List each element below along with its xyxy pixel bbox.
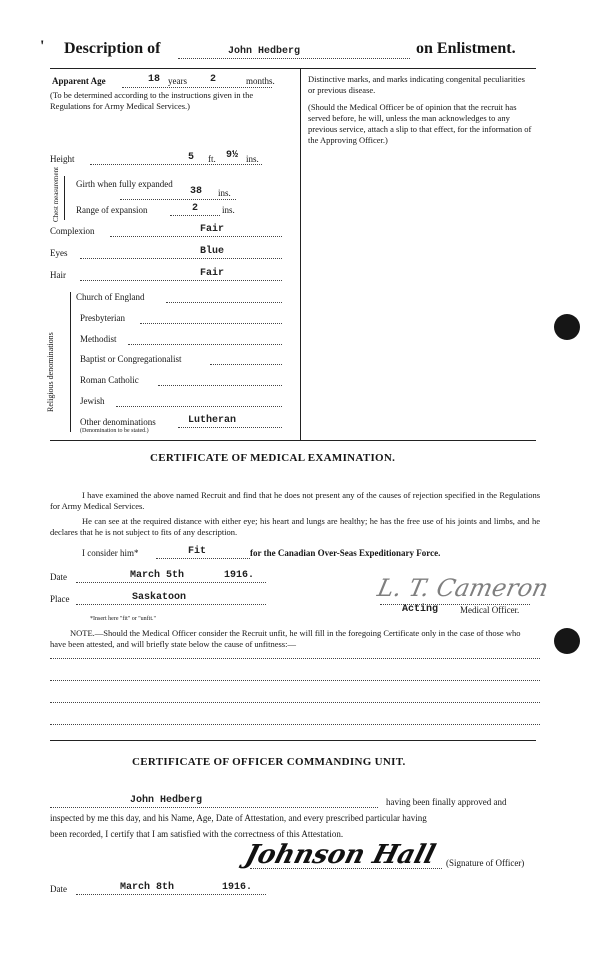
eyes-label: Eyes [50, 248, 68, 258]
header-rule [50, 68, 536, 69]
religion-label-5: Jewish [80, 396, 105, 406]
girth-value: 38 [190, 186, 203, 197]
years-label: years [168, 76, 187, 86]
height-ft-label: ft. [208, 154, 216, 164]
insert-note: *Insert here "fit" or "unfit." [90, 616, 156, 622]
expansion-unit: ins. [222, 205, 235, 215]
apparent-age-label: Apparent Age [52, 76, 106, 86]
medical-date-value: March 5th [130, 570, 185, 581]
officer-text-1: having been finally approved and [386, 797, 507, 807]
medical-officer-signature: L. T. Cameron [375, 574, 551, 602]
officer-date-label: Date [50, 884, 67, 894]
religion-label-1: Presbyterian [80, 313, 125, 323]
column-divider [300, 68, 301, 440]
girth-unit: ins. [218, 188, 231, 198]
description-bottom-rule [50, 440, 536, 441]
apparent-age-years: 18 [148, 74, 161, 85]
officer-date-year: 1916. [222, 882, 253, 893]
religion-label-6: Other denominations [80, 417, 156, 427]
punch-hole-upper [554, 314, 580, 340]
apparent-age-months: 2 [210, 74, 217, 85]
complexion-label: Complexion [50, 226, 95, 236]
medical-para-2: He can see at the required distance with either eye; his heart and lungs are healthy; he has the free use of his joints and limbs, and he declares that he is not subject to fits of any description. [50, 516, 540, 537]
recruit-name: John Hedberg [228, 46, 301, 57]
unfit-line-2 [50, 680, 540, 681]
girth-label: Girth when fully expanded [76, 179, 173, 189]
officer-name-value: John Hedberg [130, 795, 203, 806]
medical-para-1: I have examined the above named Recruit and find that he does not present any of the causes of rejection specified in the Regulations for Army Medical Services. [50, 490, 540, 511]
officer-signature-label: (Signature of Officer) [446, 858, 525, 868]
religion-label-0: Church of England [76, 292, 145, 302]
months-label: months. [246, 76, 275, 86]
height-feet: 5 [188, 152, 195, 163]
medical-officer-label: Medical Officer. [460, 605, 520, 615]
marks-note: (Should the Medical Officer be of opinion that the recruit has served before, he will, unless the man acknowledges to any previous service, attach a slip to that effect, for the information of the Approving Officer.) [308, 102, 532, 145]
denomination-note: (Denomination to be stated.) [80, 428, 149, 434]
height-in-label: ins. [246, 154, 259, 164]
chest-group-label: Chest measurement [52, 166, 60, 222]
medical-place-value: Saskatoon [132, 592, 187, 603]
medical-bottom-rule [50, 740, 536, 741]
expansion-label: Range of expansion [76, 205, 148, 215]
header-tick: ' [40, 38, 45, 55]
hair-label: Hair [50, 270, 66, 280]
religion-label-4: Roman Catholic [80, 375, 139, 385]
consider-value: Fit [188, 546, 207, 557]
religions-label: Religious denominations [46, 332, 55, 412]
unfit-line-1 [50, 658, 540, 659]
expansion-value: 2 [192, 203, 199, 214]
officer-heading: CERTIFICATE OF OFFICER COMMANDING UNIT. [132, 756, 406, 768]
medical-date-label: Date [50, 572, 67, 582]
acting-text: Acting [402, 604, 439, 615]
punch-hole-lower [554, 628, 580, 654]
eyes-value: Blue [200, 246, 225, 257]
complexion-value: Fair [200, 224, 225, 235]
officer-date-value: March 8th [120, 882, 175, 893]
unfit-line-3 [50, 702, 540, 703]
officer-text-3: been recorded, I certify that I am satisfied with the correctness of this Attestation. [50, 829, 344, 839]
header-title-right: on Enlistment. [416, 40, 516, 57]
officer-text-2: inspected by me this day, and his Name, Age, Date of Attestation, and every prescribed particular having [50, 813, 427, 823]
marks-heading: Distinctive marks, and marks indicating congenital peculiarities or previous disease. [308, 74, 525, 95]
medical-date-year: 1916. [224, 570, 255, 581]
religion-label-2: Methodist [80, 334, 117, 344]
consider-suffix: for the Canadian Over-Seas Expeditionary Force. [250, 548, 441, 558]
medical-place-label: Place [50, 594, 70, 604]
commanding-officer-signature: Johnson Hall [241, 840, 439, 870]
height-label: Height [50, 154, 75, 164]
religion-label-3: Baptist or Congregationalist [80, 354, 182, 364]
hair-value: Fair [200, 268, 225, 279]
unfit-line-4 [50, 724, 540, 725]
height-inches: 9½ [226, 150, 239, 161]
age-note: (To be determined according to the instructions given in the Regulations for Army Medical Services.) [50, 90, 254, 111]
header-title-left: Description of [64, 40, 161, 57]
religion-value-6: Lutheran [188, 415, 237, 426]
unfit-note: NOTE.—Should the Medical Officer consider the Recruit unfit, he will fill in the foregoing Certificate only in the case of those who have been attested, and will briefly state below the cause of unfitness:— [50, 628, 521, 649]
consider-label: I consider him* [82, 548, 139, 558]
medical-heading: CERTIFICATE OF MEDICAL EXAMINATION. [150, 452, 396, 464]
